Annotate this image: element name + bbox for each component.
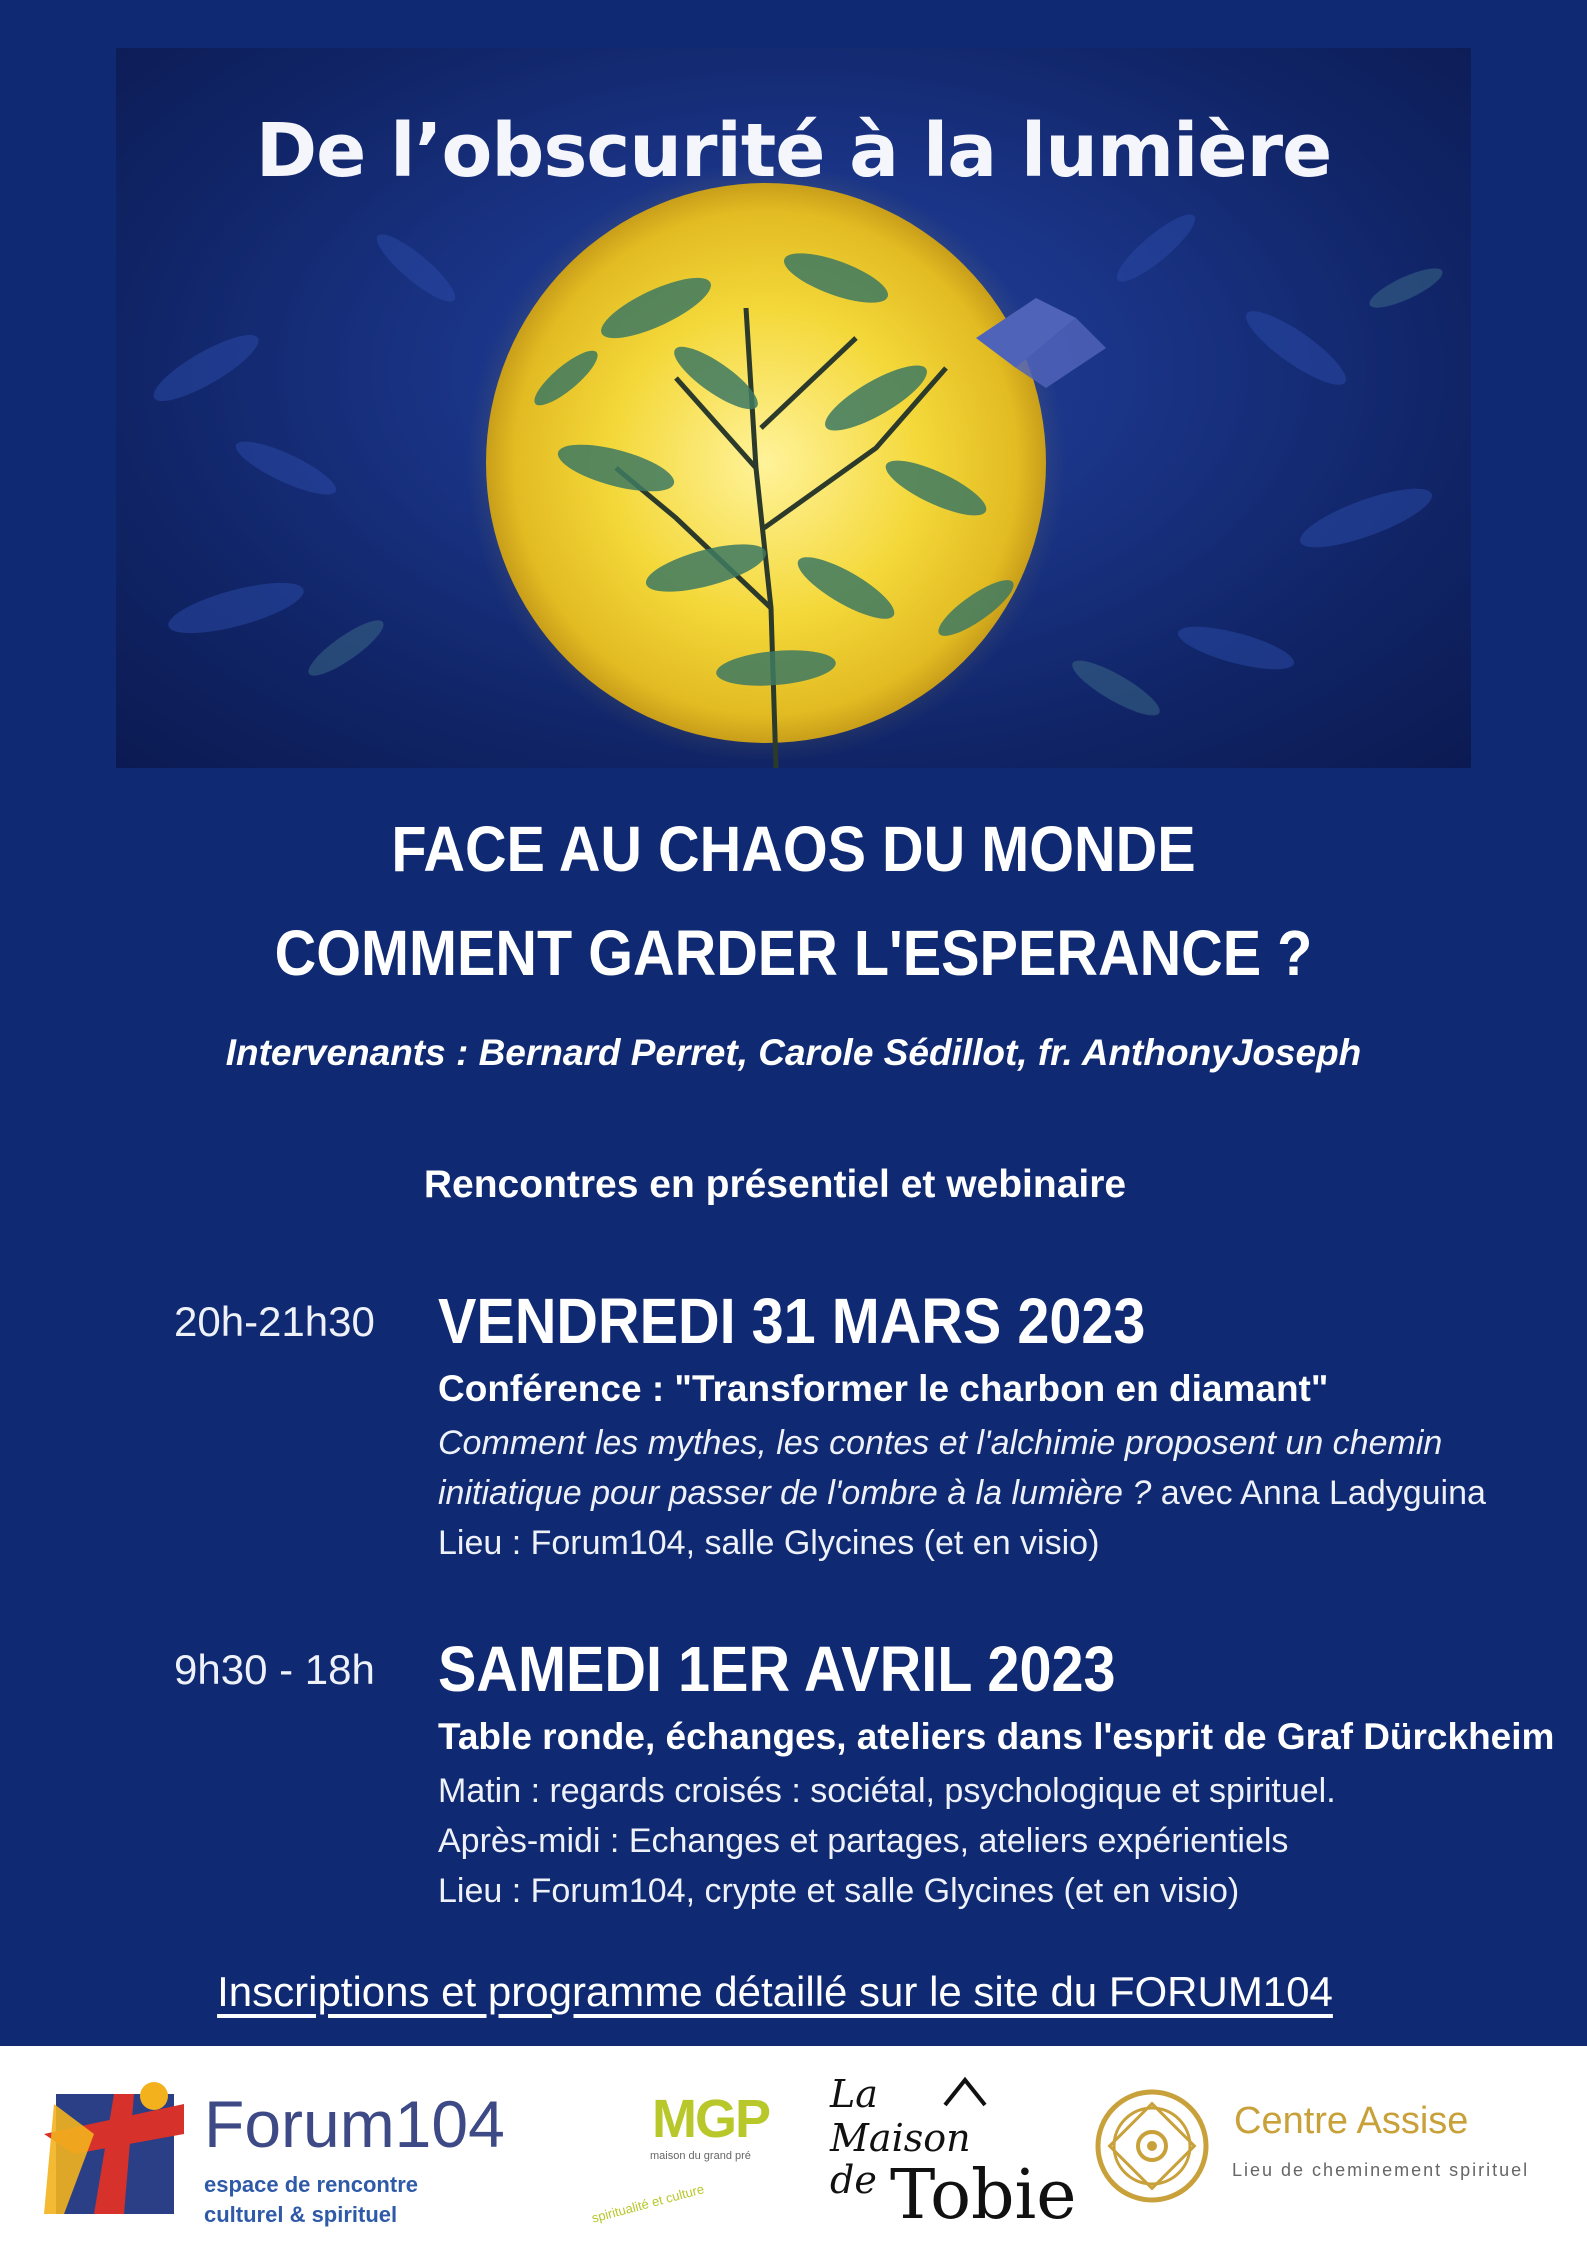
event-1-description-2-italic: initiatique pour passer de l'ombre à la lumière ? bbox=[438, 1474, 1152, 1512]
centre-assise-name: Centre Assise bbox=[1234, 2100, 1469, 2142]
event-2-subtitle: Table ronde, échanges, ateliers dans l'esprit de Graf Dürckheim bbox=[438, 1716, 1555, 1757]
speakers-line: Intervenants : Bernard Perret, Carole Sédillot, fr. AnthonyJoseph bbox=[225, 1032, 1362, 1073]
partner-logos-footer bbox=[0, 2046, 1587, 2245]
event-1-subtitle: Conférence : "Transformer le charbon en diamant" bbox=[438, 1368, 1329, 1409]
headline-line-1: FACE AU CHAOS DU MONDE bbox=[391, 813, 1196, 885]
hero-image bbox=[116, 48, 1471, 768]
hero-title: De l’obscurité à la lumière bbox=[255, 108, 1332, 194]
headline-line-2: COMMENT GARDER L'ESPERANCE ? bbox=[274, 917, 1313, 989]
forum104-sub-1: espace de rencontre bbox=[204, 2172, 418, 2197]
registration-link[interactable]: Inscriptions et programme détaillé sur le site du FORUM104 bbox=[217, 1968, 1333, 2015]
event-1-description-2 bbox=[438, 1474, 1486, 1513]
event-1-description-1: Comment les mythes, les contes et l'alchimie proposent un chemin bbox=[438, 1424, 1443, 1462]
event-1-description-2-plain: avec Anna Ladyguina bbox=[1151, 1474, 1486, 1512]
event-1-time: 20h-21h30 bbox=[174, 1298, 375, 1345]
centre-assise-sub: Lieu de cheminement spirituel bbox=[1232, 2160, 1530, 2180]
tobie-roof-icon bbox=[940, 2070, 990, 2120]
mgp-name: MGP bbox=[652, 2089, 770, 2149]
event-2-time: 9h30 - 18h bbox=[174, 1646, 375, 1693]
mgp-tagline: spiritualité et culture bbox=[590, 2181, 706, 2226]
forum104-sub-2: culturel & spirituel bbox=[204, 2202, 398, 2227]
tobie-maison: Maison bbox=[830, 2116, 971, 2160]
tobie-de: de bbox=[830, 2158, 877, 2202]
centre-assise-mandala-icon bbox=[1092, 2086, 1212, 2206]
event-1-day: VENDREDI 31 MARS 2023 bbox=[438, 1285, 1146, 1357]
forum104-logo-icon bbox=[34, 2074, 194, 2224]
event-2-line-2: Après-midi : Echanges et partages, ateliers expérientiels bbox=[438, 1822, 1289, 1860]
tobie-la: La bbox=[830, 2072, 878, 2116]
tobie-name: Tobie bbox=[890, 2156, 1077, 2235]
format-line: Rencontres en présentiel et webinaire bbox=[423, 1163, 1127, 1206]
event-2-place: Lieu : Forum104, crypte et salle Glycines (et en visio) bbox=[438, 1872, 1240, 1910]
event-2-day: SAMEDI 1ER AVRIL 2023 bbox=[438, 1633, 1116, 1705]
mgp-small-text: maison du grand pré bbox=[650, 2150, 751, 2162]
event-2-line-1: Matin : regards croisés : sociétal, psychologique et spirituel. bbox=[438, 1772, 1336, 1810]
forum104-name: Forum104 bbox=[204, 2087, 505, 2161]
event-1-place: Lieu : Forum104, salle Glycines (et en visio) bbox=[438, 1524, 1100, 1562]
